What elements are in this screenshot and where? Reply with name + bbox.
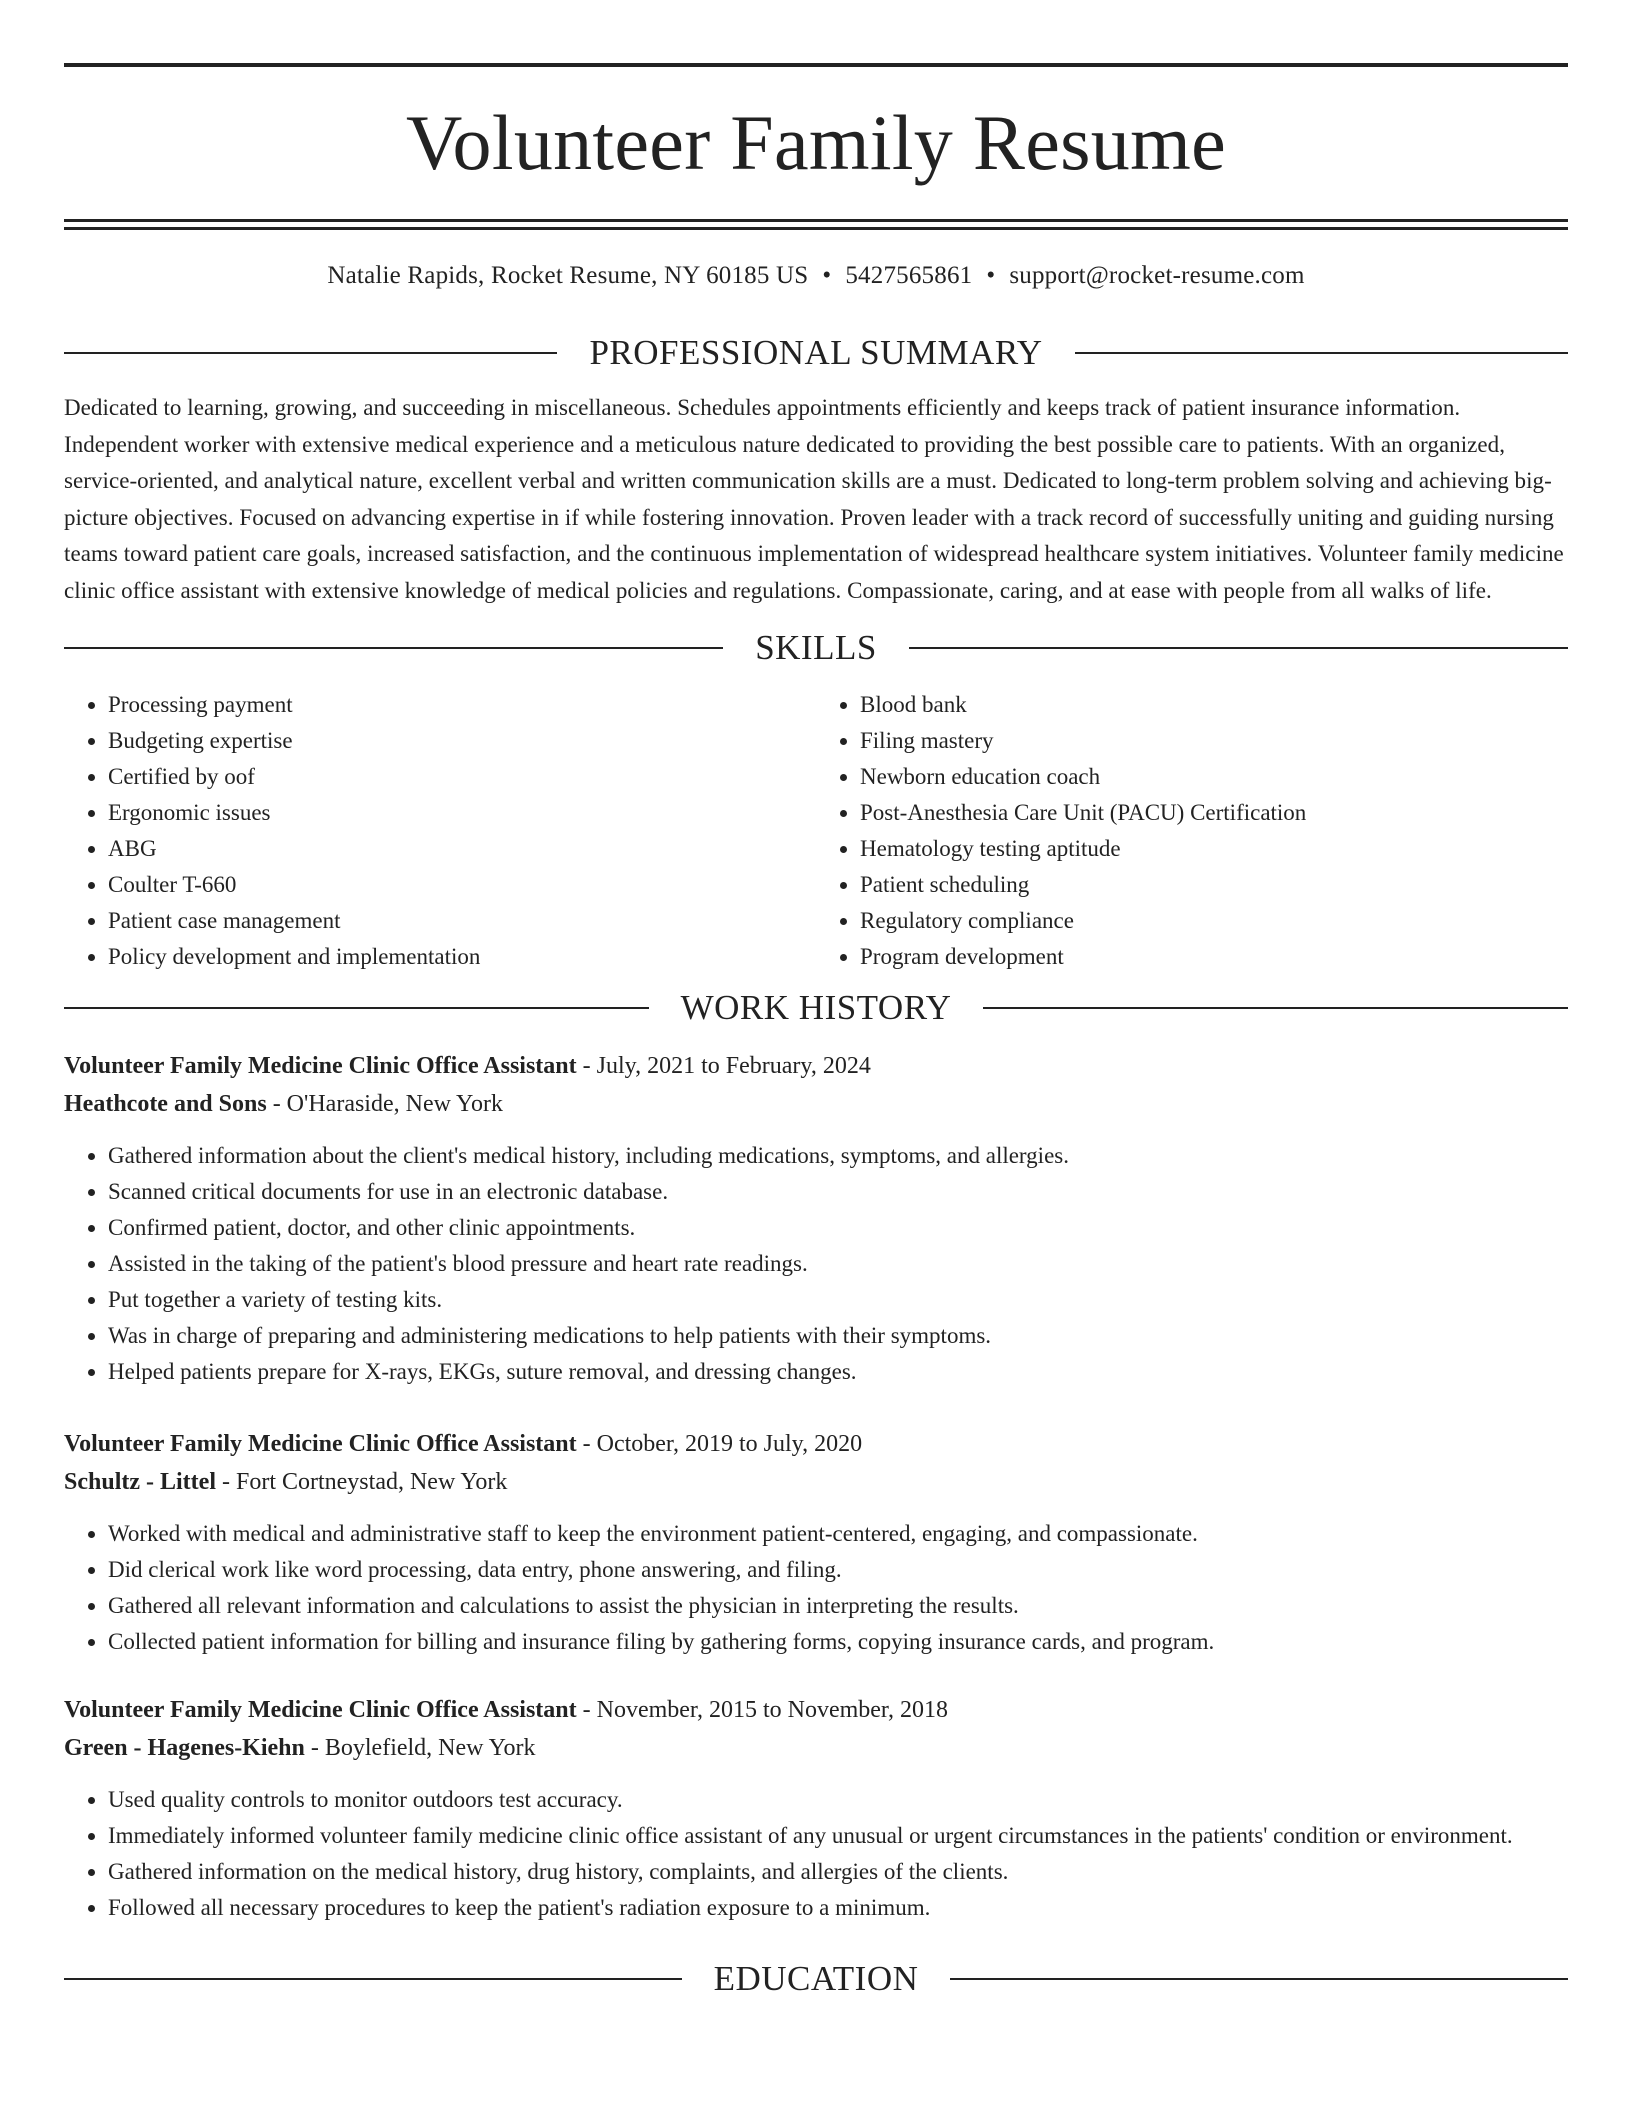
job-company-line: [64, 1463, 1568, 1501]
job-bullet: • Gathered all relevant information and calculations to assist the physician in interpreting the results.: [108, 1588, 1568, 1624]
summary-heading: PROFESSIONAL SUMMARY: [589, 333, 1043, 372]
job-title-line: [64, 1047, 1568, 1085]
work-heading: WORK HISTORY: [680, 988, 952, 1027]
job-bullet: • Gathered information about the client's medical history, including medications, symptoms, and allergies.: [108, 1138, 1568, 1174]
job-bullet: • Did clerical work like word processing, data entry, phone answering, and filing.: [108, 1552, 1568, 1588]
header-rule: [64, 1007, 649, 1009]
job-bullet: • Put together a variety of testing kits.: [108, 1282, 1568, 1318]
contact-address: Natalie Rapids, Rocket Resume, NY 60185 US: [327, 262, 809, 289]
skills-grid: [64, 687, 1568, 975]
header-rule: [950, 1978, 1568, 1980]
education-section-header: [64, 1957, 1568, 2001]
job-bullet: • Scanned critical documents for use in an electronic database.: [108, 1174, 1568, 1210]
skill-item: • Ergonomic issues: [108, 795, 816, 831]
contact-separator: •: [986, 262, 996, 289]
job-dates: - October, 2019 to July, 2020: [576, 1431, 863, 1457]
job-company: Schultz - Littel: [64, 1469, 216, 1495]
contact-separator: •: [822, 262, 832, 289]
job-bullet: • Worked with medical and administrative staff to keep the environment patient-centered, engaging, and compassionate.: [108, 1516, 1568, 1552]
skill-item: • Coulter T-660: [108, 867, 816, 903]
skill-item: • Newborn education coach: [860, 759, 1568, 795]
job-bullet: • Was in charge of preparing and administering medications to help patients with their symptoms.: [108, 1318, 1568, 1354]
job-bullets: [64, 1138, 1568, 1390]
job-title: Volunteer Family Medicine Clinic Office Assistant: [64, 1431, 577, 1457]
contact-line: [64, 260, 1568, 292]
skills-section-header: [64, 626, 1568, 670]
header-rule: [983, 1007, 1568, 1009]
job-title-line: [64, 1425, 1568, 1463]
skills-heading: SKILLS: [755, 628, 877, 667]
header-rule: [64, 352, 557, 354]
skill-item: • Patient scheduling: [860, 867, 1568, 903]
job-company: Green - Hagenes-Kiehn: [64, 1735, 305, 1761]
skill-item: • Processing payment: [108, 687, 816, 723]
job-bullets: [64, 1782, 1568, 1926]
skill-item: • ABG: [108, 831, 816, 867]
job-dates: - July, 2021 to February, 2024: [576, 1053, 871, 1079]
job-company: Heathcote and Sons: [64, 1091, 267, 1117]
job-company-line: [64, 1085, 1568, 1123]
job-title-line: [64, 1691, 1568, 1729]
job-bullet: • Collected patient information for billing and insurance filing by gathering forms, copying insurance cards, and program.: [108, 1624, 1568, 1660]
job-bullet: • Followed all necessary procedures to keep the patient's radiation exposure to a minimum.: [108, 1890, 1568, 1926]
skills-list-left: [64, 687, 816, 975]
skill-item: • Hematology testing aptitude: [860, 831, 1568, 867]
job-title: Volunteer Family Medicine Clinic Office Assistant: [64, 1053, 577, 1079]
title-double-rule: [64, 219, 1568, 230]
header-rule: [64, 1978, 682, 1980]
header-rule: [909, 647, 1568, 649]
job-location: - Boylefield, New York: [304, 1735, 536, 1761]
job-title: Volunteer Family Medicine Clinic Office Assistant: [64, 1697, 577, 1723]
job-bullet: • Assisted in the taking of the patient's blood pressure and heart rate readings.: [108, 1246, 1568, 1282]
contact-phone: 5427565861: [845, 262, 973, 289]
job-location: - O'Haraside, New York: [266, 1091, 503, 1117]
work-section-header: [64, 986, 1568, 1030]
job-location: - Fort Cortneystad, New York: [215, 1469, 508, 1495]
skill-item: • Regulatory compliance: [860, 903, 1568, 939]
job-company-line: [64, 1729, 1568, 1767]
skill-item: • Certified by oof: [108, 759, 816, 795]
job-bullet: • Gathered information on the medical history, drug history, complaints, and allergies of the clients.: [108, 1854, 1568, 1890]
job-bullets: [64, 1516, 1568, 1660]
job-bullet: • Confirmed patient, doctor, and other clinic appointments.: [108, 1210, 1568, 1246]
skill-item: • Budgeting expertise: [108, 723, 816, 759]
job-entry: [64, 1425, 1568, 1660]
top-rule: [64, 63, 1568, 67]
job-entry: [64, 1047, 1568, 1390]
job-bullet: • Immediately informed volunteer family medicine clinic office assistant of any unusual or urgent circumstances in the patients' condition or environment.: [108, 1818, 1568, 1854]
header-rule: [64, 647, 723, 649]
header-rule: [1075, 352, 1568, 354]
skill-item: • Policy development and implementation: [108, 939, 816, 975]
summary-text: Dedicated to learning, growing, and succeeding in miscellaneous. Schedules appointments efficiently and keeps track of patient insurance information. Independent worker with extensive medical experience and a meticulous nature dedicated to providing the best possible care to patients. With an organized, service-oriented, and analytical nature, excellent verbal and written communication skills are a must. Dedicated to long-term problem solving and achieving big-picture objectives. Focused on advancing expertise in if while fostering innovation. Proven leader with a track record of successfully uniting and guiding nursing teams toward patient care goals, increased satisfaction, and the continuous implementation of widespread healthcare system initiatives. Volunteer family medicine clinic office assistant with extensive knowledge of medical policies and regulations. Compassionate, caring, and at ease with people from all walks of life.: [64, 395, 1564, 603]
skill-item: • Blood bank: [860, 687, 1568, 723]
skill-item: • Patient case management: [108, 903, 816, 939]
skill-item: • Program development: [860, 939, 1568, 975]
summary-section-header: [64, 331, 1568, 375]
resume-title: Volunteer Family Resume: [405, 99, 1227, 186]
skills-list-right: [816, 687, 1568, 975]
job-dates: - November, 2015 to November, 2018: [576, 1697, 948, 1723]
job-bullet: • Used quality controls to monitor outdoors test accuracy.: [108, 1782, 1568, 1818]
job-entry: [64, 1691, 1568, 1926]
job-bullet: • Helped patients prepare for X-rays, EKGs, suture removal, and dressing changes.: [108, 1354, 1568, 1390]
skill-item: • Filing mastery: [860, 723, 1568, 759]
contact-email: support@rocket-resume.com: [1009, 262, 1305, 289]
resume-page: [64, 0, 1568, 2001]
education-heading: EDUCATION: [713, 1959, 919, 1998]
skill-item: • Post-Anesthesia Care Unit (PACU) Certification: [860, 795, 1568, 831]
